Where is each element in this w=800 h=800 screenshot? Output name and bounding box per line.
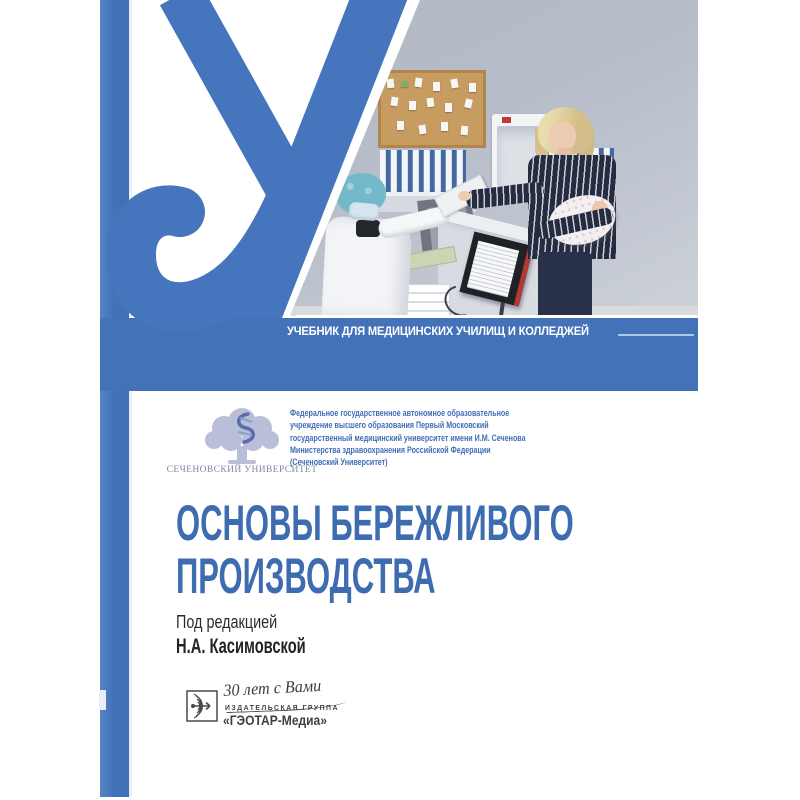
affiliation-line: государственный медицинский университет имени И.М. Сеченова	[290, 432, 526, 444]
pinned-note	[409, 101, 416, 110]
publisher-anniversary: 30 лет с Вами	[222, 675, 322, 701]
pinned-note	[464, 98, 473, 108]
pinned-note	[441, 122, 448, 131]
letter-u-left-stroke	[180, 0, 296, 202]
series-banner-label: УЧЕБНИК ДЛЯ МЕДИЦИНСКИХ УЧИЛИЩ И КОЛЛЕДЖЕЙ	[287, 324, 589, 338]
document-trays	[404, 284, 450, 318]
pinned-note	[450, 78, 458, 88]
pinned-note	[414, 78, 422, 88]
pinned-note	[426, 98, 434, 108]
university-affiliation	[290, 408, 590, 469]
university-caption: СЕЧЕНОВСКИЙ УНИВЕРСИТЕТ	[166, 465, 318, 475]
nurse-face-mask	[348, 202, 379, 222]
nurse-collar	[356, 220, 380, 237]
publisher-group-label: ИЗДАТЕЛЬСКАЯ ГРУППА	[225, 703, 339, 712]
spine-notch	[99, 690, 106, 710]
affiliation-line: учреждение высшего образования Первый Московский	[290, 420, 489, 432]
editors-prefix: Под редакцией	[176, 612, 278, 632]
banner-underline	[618, 334, 694, 337]
editors-name: Н.А. Касимовской	[176, 635, 306, 658]
pinned-note	[418, 125, 426, 135]
cabinet-red-label	[502, 117, 511, 123]
series-banner	[287, 324, 694, 338]
pinned-note	[469, 83, 476, 92]
woman-pants	[538, 252, 592, 316]
pinned-note	[461, 126, 469, 136]
affiliation-line: Министерства здравоохранения Российской Федерации	[290, 444, 491, 456]
affiliation-line: Федеральное государственное автономное образовательное	[290, 408, 510, 419]
affiliation-line: (Сеченовский Университет)	[290, 457, 388, 469]
pinned-note	[390, 97, 398, 107]
pinned-note	[445, 103, 452, 112]
pinned-note	[387, 79, 395, 89]
book-title-line1: ОСНОВЫ БЕРЕЖЛИВОГО	[176, 495, 574, 551]
banner-top-line	[296, 315, 698, 318]
pinned-note	[433, 82, 440, 91]
book-title	[176, 497, 574, 603]
corkboard	[378, 70, 486, 148]
woman-hand	[458, 191, 471, 201]
woman-face	[549, 122, 576, 151]
book-title-line2: ПРОИЗВОДСТВА	[176, 548, 436, 604]
logo-tree-trunk	[237, 446, 247, 462]
pinned-note-green	[401, 81, 408, 87]
publisher-name: «ГЭОТАР-Медиа»	[223, 712, 327, 728]
pinned-note	[397, 121, 404, 130]
geotar-emblem	[186, 690, 218, 722]
